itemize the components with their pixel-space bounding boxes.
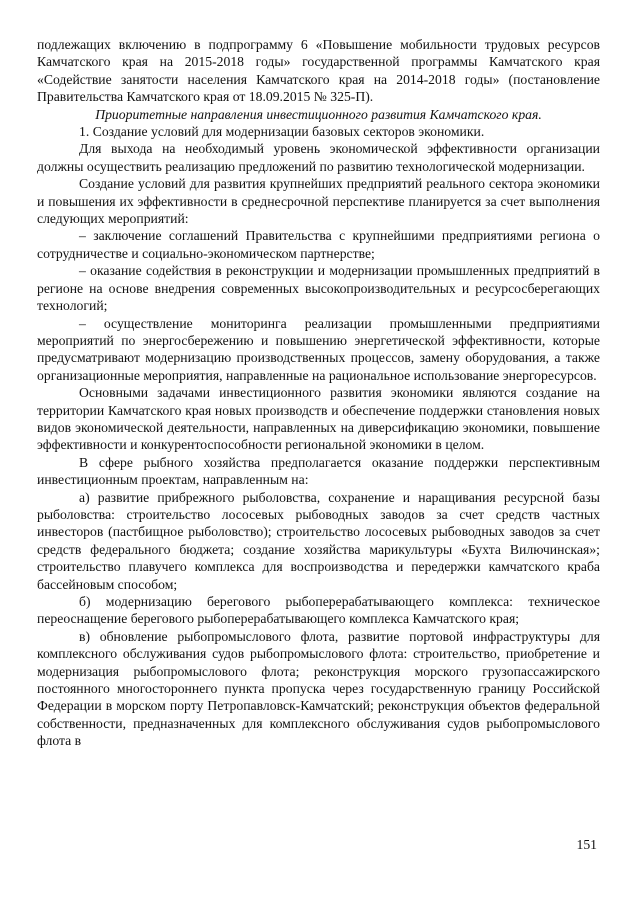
paragraph-large-enterprises: Создание условий для развития крупнейших предприятий реального сектора экономики и повышения их эффективности в среднесрочной перспективе планируется за счет выполнения следующих мероприятий: [37, 176, 600, 227]
paragraph-intro-continuation: подлежащих включению в подпрограмму 6 «Повышение мобильности трудовых ресурсов Камчатского края на 2015-2018 годы» государственной программы Камчатского края «Содействие занятости населения Камчатского края на 2014-2018 годы» (постановление Правительства Камчатского края от 18.09.2015 № 325-П). [37, 37, 600, 105]
list-item-reconstruction: – оказание содействия в реконструкции и модернизации промышленных предприятий в регионе на основе внедрения современных высокопроизводительных и ресурсосберегающих технологий; [37, 263, 600, 314]
paragraph-fisheries: В сфере рыбного хозяйства предполагается оказание поддержки перспективным инвестиционным проектам, направленным на: [37, 454, 600, 488]
list-item-c-fleet: в) обновление рыбопромыслового флота, развитие портовой инфраструктуры для комплексного обслуживания судов рыбопромыслового флота: строительство, приобретение и модернизация рыбопромыслового флота; реконструкция морского грузопассажирского постоянного многостороннего пункта пропуска через государственную границу Российской Федерации в морском порту Петропавловск-Камчатский; реконструкция объектов федеральной собственности, предназначенных для комплексного обслуживания судов рыбопромыслового флота в [37, 628, 600, 749]
list-item-agreements: – заключение соглашений Правительства с крупнейшими предприятиями региона о сотрудничестве и социально-экономическом партнерстве; [37, 228, 600, 261]
paragraph-main-tasks: Основными задачами инвестиционного развития экономики являются создание на территории Камчатского края новых производств и обеспечение поддержки становления новых видов экономической деятельности, направленных на диверсификацию экономики, повышение эффективности и конкурентоспособности региональной экономики в целом. [37, 385, 600, 453]
list-item-monitoring: – осуществление мониторинга реализации промышленными предприятиями мероприятий по энергосбережению и повышению энергетической эффективности, которые предусматривают модернизацию производственных процессов, замену оборудования, а также организационные мероприятия, направленные на рациональное использование энергоресурсов. [37, 315, 600, 383]
list-item-b-processing: б) модернизацию берегового рыбоперерабатывающего комплекса: техническое переоснащение берегового рыбоперерабатывающего комплекса Камчатского края; [37, 594, 600, 627]
page-number: 151 [576, 837, 597, 852]
paragraph-efficiency: Для выхода на необходимый уровень экономической эффективности организации должны осуществить реализацию предложений по развитию технологической модернизации. [37, 141, 600, 174]
section-heading-priorities: Приоритетные направления инвестиционного развития Камчатского края. [95, 106, 542, 122]
list-item-a-coastal-fishing: а) развитие прибрежного рыболовства, сохранение и наращивания ресурсной базы рыболовства: строительство лососевых рыбоводных заводов за счет средств частных инвесторов (пастбищное рыболовство); строительство лососевых рыбоводных заводов за счет средств федерального бюджета; создание хозяйства марикультуры «Бухта Вилючинская»; строительство плавучего комплекса для воспроизводства и передержки камчатского краба бассейновым способом; [37, 489, 600, 592]
subheading-modernization: 1. Создание условий для модернизации базовых секторов экономики. [79, 124, 485, 140]
